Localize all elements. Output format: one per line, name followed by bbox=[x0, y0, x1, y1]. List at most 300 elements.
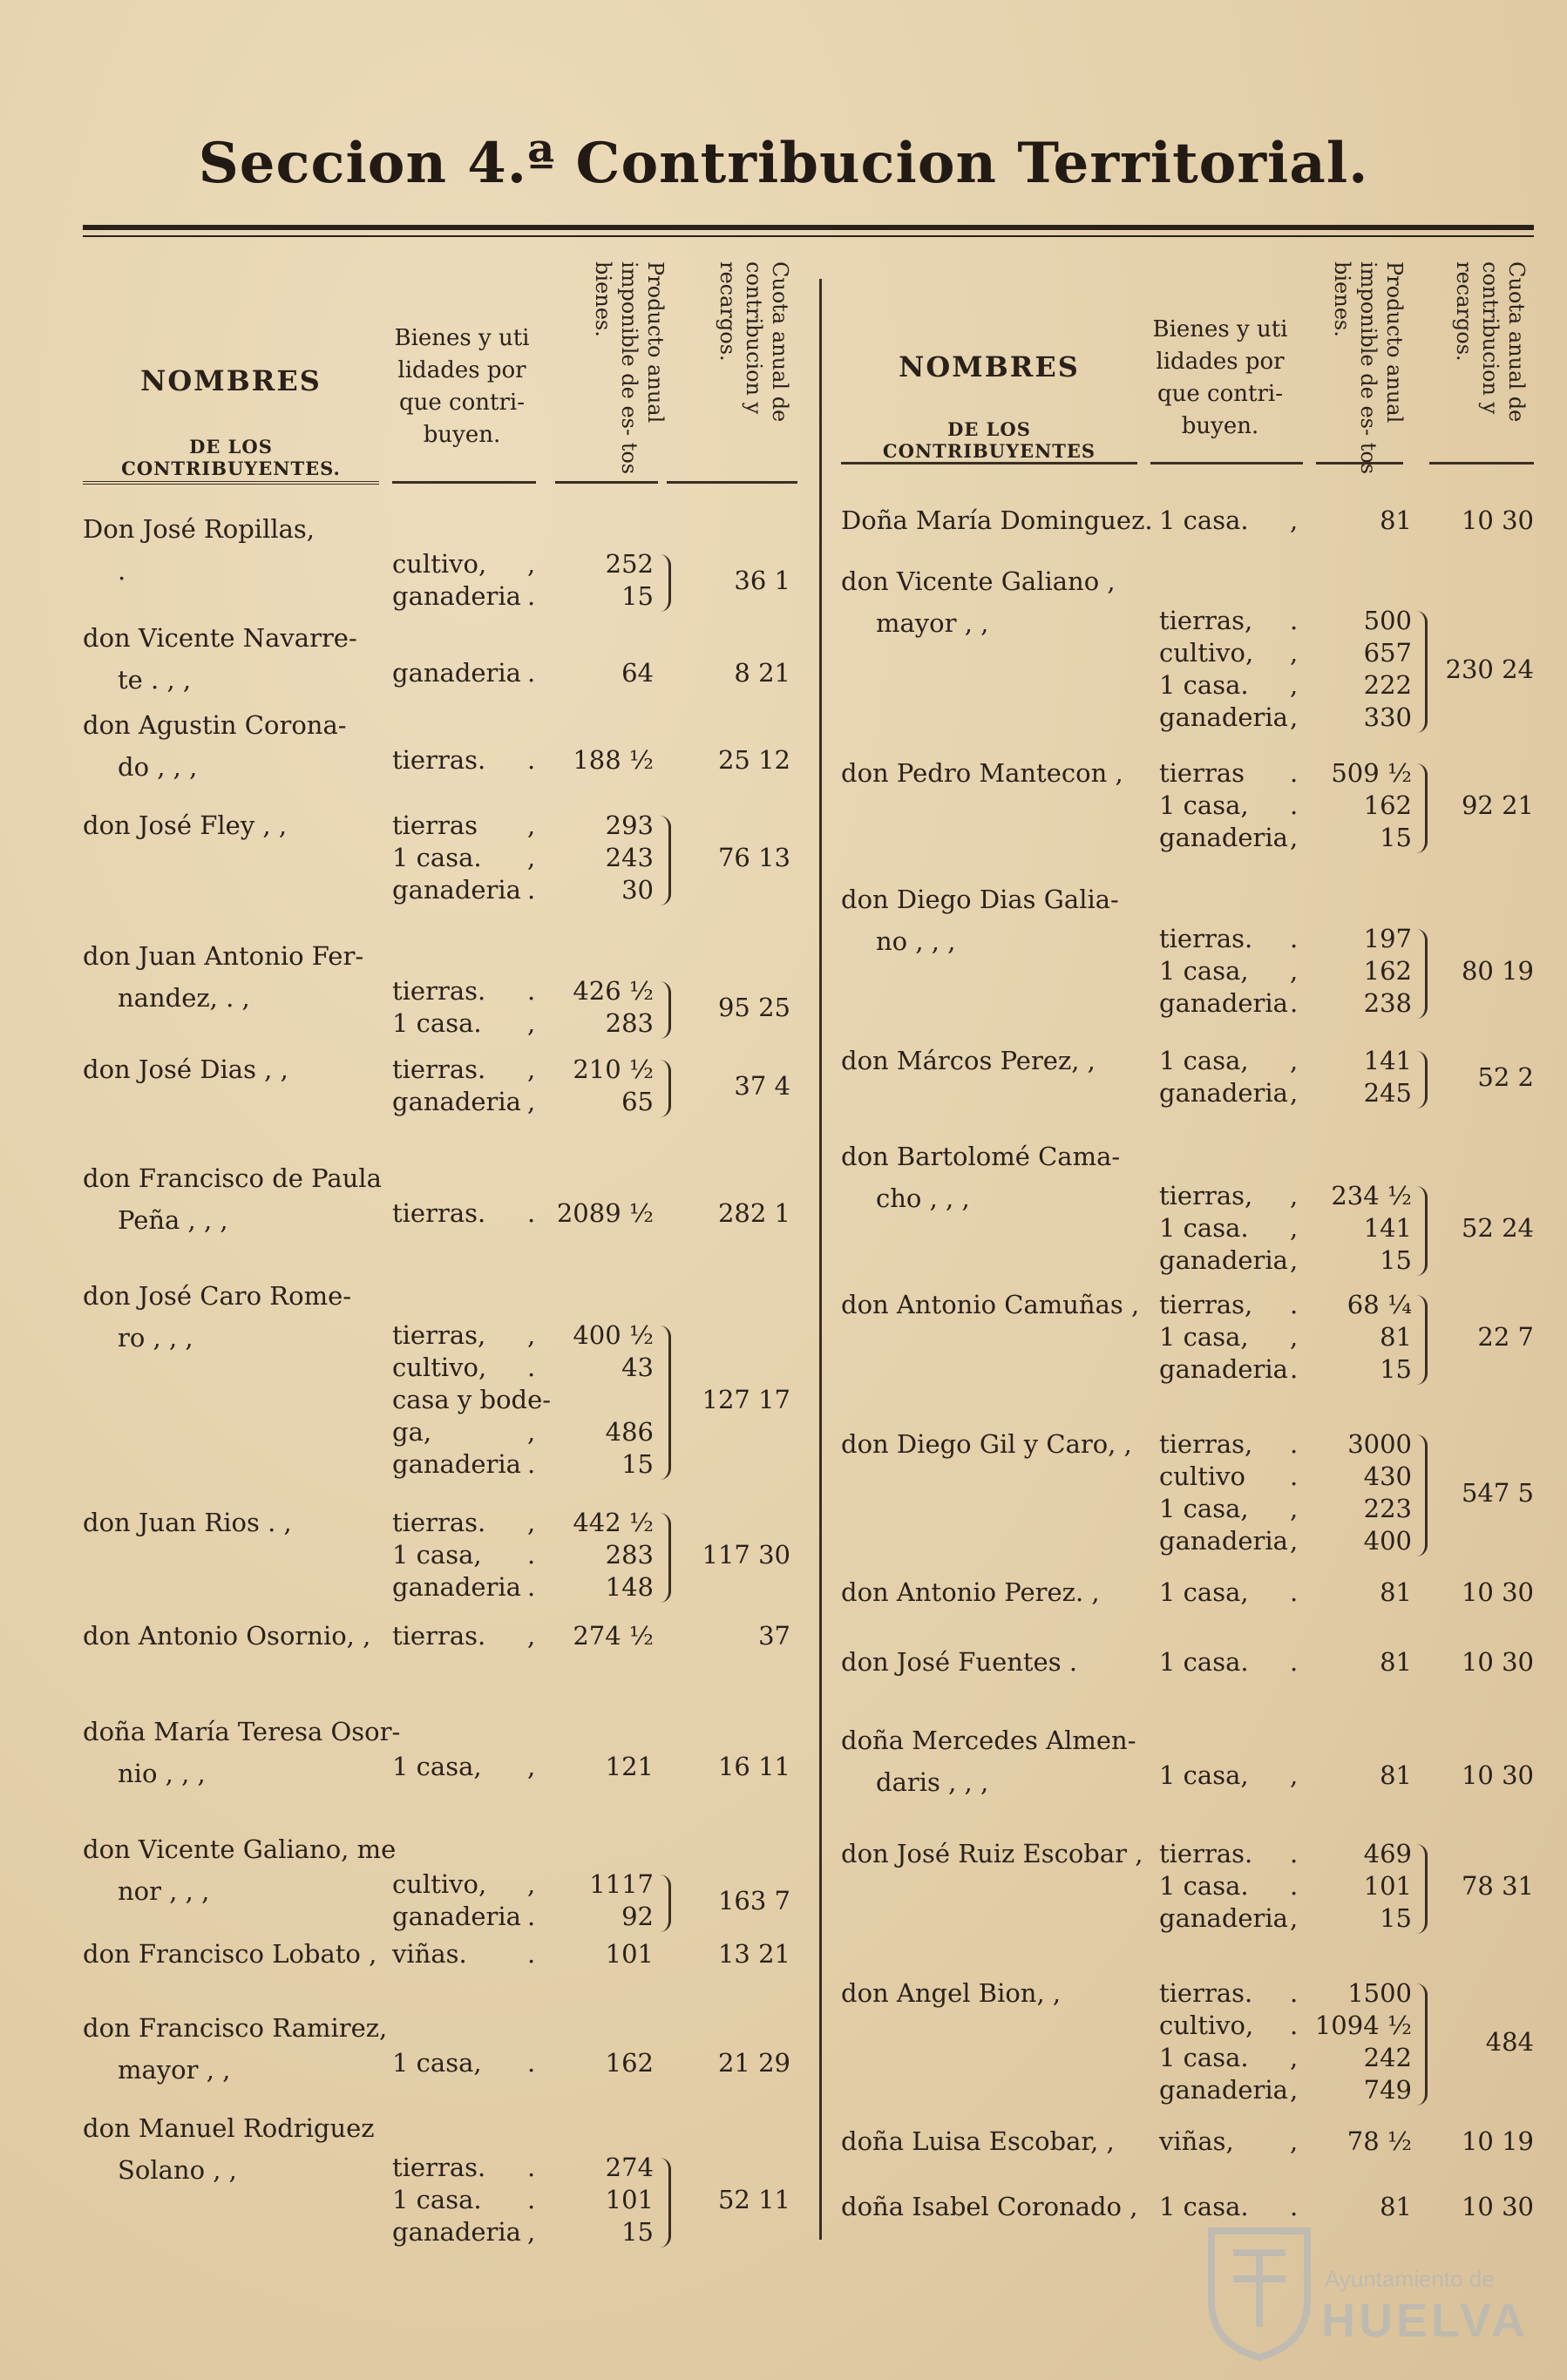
producto-value: 43 bbox=[621, 1353, 654, 1382]
producto-value: 162 bbox=[605, 2048, 654, 2078]
property-item: ganaderia bbox=[1159, 2075, 1288, 2105]
property-item: cultivo, bbox=[392, 549, 487, 579]
property-item: tierras bbox=[1159, 758, 1245, 788]
contributor-name: don Diego Gil y Caro, , bbox=[841, 1429, 1132, 1459]
producto-value: 242 bbox=[1363, 2043, 1412, 2072]
header-rule bbox=[841, 462, 1137, 464]
property-item: ganaderia bbox=[392, 658, 521, 688]
grouping-brace bbox=[660, 554, 671, 612]
producto-value: 442 ½ bbox=[573, 1508, 654, 1537]
property-item: tierras. bbox=[392, 1054, 486, 1084]
cuota-value: 10 19 bbox=[1461, 2126, 1534, 2156]
property-item: 1 casa. bbox=[392, 843, 482, 872]
item-punctuation: . bbox=[527, 745, 536, 775]
grouping-brace bbox=[1416, 763, 1428, 853]
item-punctuation: . bbox=[527, 2153, 536, 2182]
item-punctuation: , bbox=[1290, 1213, 1299, 1243]
item-punctuation: . bbox=[527, 2048, 536, 2078]
contributor-name: mayor , , bbox=[118, 2055, 231, 2085]
contributor-entry bbox=[841, 1647, 1538, 1677]
property-item: ganaderia bbox=[1159, 823, 1288, 852]
item-punctuation: , bbox=[1290, 2075, 1299, 2105]
producto-header: Producto anual imponible de es- tos bienes. bbox=[1330, 261, 1407, 475]
contributor-name: Solano , , bbox=[118, 2155, 237, 2185]
contributor-name: Peña , , , bbox=[118, 1205, 228, 1235]
header-rule bbox=[1150, 462, 1303, 464]
contributor-name: don Francisco Lobato , bbox=[83, 1939, 377, 1969]
contributor-name: nio , , , bbox=[118, 1759, 206, 1788]
item-punctuation: , bbox=[527, 1320, 536, 1350]
cuota-value: 8 21 bbox=[734, 658, 790, 688]
item-punctuation: , bbox=[527, 1417, 536, 1447]
contributor-entry bbox=[841, 1978, 1538, 2105]
item-punctuation: . bbox=[1290, 2010, 1299, 2040]
cuota-value: 78 31 bbox=[1461, 1871, 1534, 1901]
property-item: tierras, bbox=[1159, 1429, 1253, 1459]
contributor-entry bbox=[841, 1577, 1538, 1607]
property-item: 1 casa, bbox=[1159, 956, 1249, 986]
cuota-value: 52 24 bbox=[1461, 1213, 1534, 1243]
cuota-value: 127 17 bbox=[702, 1385, 790, 1414]
item-punctuation: . bbox=[1290, 1839, 1299, 1868]
bienes-header: Bienes y uti lidades por que contri- buyen. bbox=[1152, 316, 1288, 439]
producto-value: 15 bbox=[1380, 1354, 1412, 1384]
watermark-logo bbox=[1203, 2214, 1551, 2370]
property-item: tierras, bbox=[1159, 606, 1253, 635]
producto-value: 210 ½ bbox=[573, 1054, 654, 1084]
item-punctuation: . bbox=[1290, 1577, 1299, 1607]
grouping-brace bbox=[660, 2158, 671, 2248]
contributor-entry bbox=[83, 1939, 806, 1969]
contributor-name: don Manuel Rodriguez bbox=[83, 2113, 375, 2143]
contributor-name: ro , , , bbox=[118, 1323, 193, 1353]
item-punctuation: , bbox=[1290, 638, 1299, 668]
item-punctuation: . bbox=[1290, 1461, 1299, 1491]
producto-value: 101 bbox=[1363, 1871, 1412, 1901]
producto-value: 283 bbox=[605, 1008, 654, 1038]
producto-value: 509 ½ bbox=[1331, 758, 1412, 788]
header-rule bbox=[83, 481, 379, 485]
producto-value: 65 bbox=[621, 1087, 654, 1116]
contributor-entry bbox=[841, 505, 1538, 535]
producto-value: 141 bbox=[1363, 1046, 1412, 1075]
contributor-name: don José Ruiz Escobar , bbox=[841, 1839, 1143, 1868]
contributor-name: don Márcos Perez, , bbox=[841, 1046, 1096, 1075]
item-punctuation: . bbox=[1290, 606, 1299, 635]
item-punctuation: . bbox=[1290, 758, 1299, 788]
producto-value: 330 bbox=[1363, 702, 1412, 732]
producto-value: 81 bbox=[1380, 505, 1412, 535]
item-punctuation: . bbox=[1290, 1647, 1299, 1677]
producto-value: 1094 ½ bbox=[1314, 2010, 1412, 2040]
property-item: tierras. bbox=[1159, 924, 1253, 953]
property-item: ganaderia bbox=[392, 1572, 521, 1602]
contributor-entry bbox=[83, 941, 806, 1038]
producto-value: 238 bbox=[1363, 988, 1412, 1018]
item-punctuation: . bbox=[1290, 1354, 1299, 1384]
property-item: tierras. bbox=[392, 1621, 486, 1651]
property-item: ganaderia bbox=[392, 1449, 521, 1479]
contributor-entry bbox=[83, 1834, 806, 1931]
producto-value: 15 bbox=[621, 581, 654, 611]
cuota-header: Cuota anual de contribucion y recargos. bbox=[1452, 261, 1529, 423]
producto-value: 197 bbox=[1363, 924, 1412, 953]
producto-value: 222 bbox=[1363, 670, 1412, 700]
item-punctuation: , bbox=[1290, 670, 1299, 700]
contributor-entry bbox=[83, 1054, 806, 1116]
contributor-name: don José Fley , , bbox=[83, 810, 288, 840]
contributor-name: don Vicente Galiano , bbox=[841, 566, 1116, 596]
contributor-name: don Antonio Camuñas , bbox=[841, 1290, 1140, 1319]
producto-value: 81 bbox=[1380, 1760, 1412, 1790]
producto-value: 400 ½ bbox=[573, 1320, 654, 1350]
contributor-entry bbox=[841, 566, 1538, 732]
grouping-brace bbox=[660, 981, 671, 1039]
cuota-value: 76 13 bbox=[717, 843, 790, 872]
property-item: 1 casa. bbox=[1159, 1871, 1249, 1901]
item-punctuation: . bbox=[527, 1449, 536, 1479]
cuota-value: 10 30 bbox=[1461, 1647, 1534, 1677]
names-header-subtitle: DE LOS CONTRIBUYENTES. bbox=[121, 436, 341, 479]
item-punctuation: . bbox=[1290, 1429, 1299, 1459]
cuota-value: 52 2 bbox=[1477, 1061, 1534, 1092]
contributor-name: don Diego Dias Galia- bbox=[841, 885, 1119, 914]
contributor-name: don Antonio Osornio, , bbox=[83, 1621, 371, 1651]
item-punctuation: . bbox=[527, 1939, 536, 1969]
item-punctuation: . bbox=[1290, 2192, 1299, 2221]
item-punctuation: , bbox=[527, 1054, 536, 1084]
property-item: ganaderia bbox=[1159, 1078, 1288, 1108]
item-punctuation: . bbox=[527, 875, 536, 905]
right-column bbox=[841, 253, 1538, 2257]
producto-value: 15 bbox=[1380, 1903, 1412, 1933]
cuota-value: 95 25 bbox=[717, 992, 790, 1022]
property-item: 1 casa, bbox=[1159, 1577, 1249, 1607]
item-punctuation: . bbox=[527, 976, 536, 1006]
contributor-name: cho , , , bbox=[876, 1183, 970, 1213]
cuota-value: 230 24 bbox=[1445, 654, 1534, 684]
contributor-entry bbox=[83, 710, 806, 782]
contributor-entry bbox=[841, 1429, 1538, 1556]
item-punctuation: , bbox=[1290, 1078, 1299, 1108]
item-punctuation: , bbox=[527, 1869, 536, 1899]
property-item: cultivo, bbox=[1159, 638, 1254, 668]
producto-value: 234 ½ bbox=[1331, 1181, 1412, 1210]
property-item: tierras, bbox=[1159, 1290, 1253, 1319]
property-item: cultivo, bbox=[392, 1869, 487, 1899]
item-punctuation: , bbox=[1290, 1181, 1299, 1210]
property-item: 1 casa. bbox=[1159, 2192, 1249, 2221]
item-punctuation: . bbox=[527, 1198, 536, 1228]
producto-value: 749 bbox=[1363, 2075, 1412, 2105]
contributor-entry bbox=[83, 1717, 806, 1788]
cuota-value: 92 21 bbox=[1461, 790, 1534, 820]
producto-value: 274 ½ bbox=[573, 1621, 654, 1651]
property-item: cultivo, bbox=[1159, 2010, 1254, 2040]
property-item: tierras. bbox=[392, 2153, 486, 2182]
grouping-brace bbox=[660, 1326, 671, 1480]
item-punctuation: . bbox=[1290, 1978, 1299, 2008]
property-item: ganaderia bbox=[1159, 1245, 1288, 1275]
producto-value: 243 bbox=[605, 843, 654, 872]
producto-value: 162 bbox=[1363, 956, 1412, 986]
names-header-title: NOMBRES bbox=[140, 364, 322, 397]
contributor-name: don Angel Bion, , bbox=[841, 1978, 1062, 2008]
cuota-value: 163 7 bbox=[717, 1885, 790, 1916]
cuota-value: 37 bbox=[758, 1621, 790, 1651]
names-header-title: NOMBRES bbox=[899, 350, 1080, 383]
cuota-value: 117 30 bbox=[702, 1540, 790, 1570]
producto-value: 15 bbox=[621, 1449, 654, 1479]
item-punctuation: . bbox=[527, 2185, 536, 2214]
property-item: viñas, bbox=[1159, 2126, 1234, 2156]
producto-value: 121 bbox=[605, 1752, 654, 1781]
producto-value: 430 bbox=[1363, 1461, 1412, 1491]
property-item: tierras. bbox=[392, 745, 486, 775]
names-header-subtitle: DE LOS CONTRIBUYENTES bbox=[882, 418, 1096, 462]
contributor-name: . bbox=[118, 556, 126, 586]
producto-value: 1117 bbox=[589, 1869, 654, 1899]
contributor-name: don Bartolomé Cama- bbox=[841, 1142, 1121, 1171]
contributor-name: don Francisco Ramirez, bbox=[83, 2013, 388, 2043]
item-punctuation: . bbox=[527, 1572, 536, 1602]
producto-value: 283 bbox=[605, 1540, 654, 1570]
contributor-name: don Antonio Perez. , bbox=[841, 1577, 1100, 1607]
producto-value: 81 bbox=[1380, 2192, 1412, 2221]
contributor-entry bbox=[841, 885, 1538, 1018]
producto-value: 223 bbox=[1363, 1494, 1412, 1523]
item-punctuation: , bbox=[1290, 1046, 1299, 1075]
names-header bbox=[83, 253, 379, 479]
property-item: 1 casa, bbox=[1159, 1760, 1249, 1790]
property-item: cultivo, bbox=[392, 1353, 487, 1382]
contributor-entry bbox=[83, 1163, 806, 1235]
left-column bbox=[83, 253, 806, 2257]
property-item: tierras, bbox=[1159, 1181, 1253, 1210]
grouping-brace bbox=[1416, 1434, 1428, 1556]
item-punctuation: . bbox=[527, 1902, 536, 1931]
cuota-value: 10 30 bbox=[1461, 1577, 1534, 1607]
property-item: ganaderia bbox=[392, 581, 521, 611]
item-punctuation: . bbox=[1290, 1871, 1299, 1901]
cuota-value: 25 12 bbox=[717, 745, 790, 775]
producto-value: 293 bbox=[605, 810, 654, 840]
contributor-name: don José Caro Rome- bbox=[83, 1281, 352, 1311]
cuota-value: 10 30 bbox=[1461, 2192, 1534, 2221]
contributor-name: doña Mercedes Almen- bbox=[841, 1726, 1136, 1755]
contributor-entry bbox=[841, 1046, 1538, 1108]
producto-value: 81 bbox=[1380, 1577, 1412, 1607]
header-rule bbox=[667, 481, 797, 484]
grouping-brace bbox=[1416, 611, 1428, 733]
property-item: ganaderia bbox=[1159, 1526, 1288, 1556]
crest-icon bbox=[1203, 2214, 1316, 2362]
producto-value: 2089 ½ bbox=[556, 1198, 654, 1228]
item-punctuation: . bbox=[1290, 790, 1299, 820]
contributor-name: doña Luisa Escobar, , bbox=[841, 2126, 1115, 2156]
contributor-name: nandez, . , bbox=[118, 983, 250, 1013]
cuota-value: 37 4 bbox=[734, 1070, 790, 1101]
producto-value: 1500 bbox=[1347, 1978, 1412, 2008]
grouping-brace bbox=[660, 1513, 671, 1603]
contributor-name: don José Fuentes . bbox=[841, 1647, 1078, 1677]
contributor-name: daris , , , bbox=[876, 1767, 989, 1797]
cuota-value: 547 5 bbox=[1461, 1477, 1534, 1508]
contributor-name: te . , , bbox=[118, 665, 192, 695]
producto-value: 245 bbox=[1363, 1078, 1412, 1108]
property-item: tierras bbox=[392, 810, 478, 840]
item-punctuation: , bbox=[1290, 1760, 1299, 1790]
item-punctuation: . bbox=[527, 1353, 536, 1382]
cuota-value: 10 30 bbox=[1461, 1760, 1534, 1790]
item-punctuation: , bbox=[527, 2217, 536, 2247]
property-item: tierras. bbox=[1159, 1978, 1253, 2008]
producto-header: Producto anual imponible de es- tos bienes. bbox=[591, 261, 668, 475]
producto-value: 64 bbox=[621, 658, 654, 688]
property-item: ga, bbox=[392, 1417, 432, 1447]
contributor-entry bbox=[83, 514, 806, 611]
producto-value: 15 bbox=[1380, 823, 1412, 852]
watermark-line-1: Ayuntamiento de bbox=[1325, 2266, 1495, 2292]
property-item: casa y bode- bbox=[392, 1385, 552, 1414]
property-item: 1 casa. bbox=[1159, 505, 1249, 535]
cuota-value: 10 30 bbox=[1461, 505, 1534, 535]
item-punctuation: , bbox=[527, 1008, 536, 1038]
producto-value: 657 bbox=[1363, 638, 1412, 668]
item-punctuation: , bbox=[1290, 702, 1299, 732]
grouping-brace bbox=[1416, 1983, 1428, 2105]
grouping-brace bbox=[1416, 929, 1428, 1019]
producto-value: 3000 bbox=[1347, 1429, 1412, 1459]
contributor-entry bbox=[841, 1839, 1538, 1933]
cuota-value: 16 11 bbox=[717, 1752, 790, 1781]
contributor-name: don José Dias , , bbox=[83, 1054, 288, 1084]
producto-value: 486 bbox=[605, 1417, 654, 1447]
contributor-entry bbox=[83, 2013, 806, 2085]
property-item: 1 casa. bbox=[1159, 1647, 1249, 1677]
bienes-header: Bienes y uti lidades por que contri- buyen. bbox=[394, 325, 530, 448]
cuota-value: 80 19 bbox=[1461, 956, 1534, 986]
item-punctuation: , bbox=[527, 810, 536, 840]
producto-value: 274 bbox=[605, 2153, 654, 2182]
contributor-entry bbox=[83, 2113, 806, 2247]
property-item: ganaderia bbox=[392, 2217, 521, 2247]
producto-value: 400 bbox=[1363, 1526, 1412, 1556]
contributor-name: do , , , bbox=[118, 752, 198, 782]
property-item: 1 casa, bbox=[1159, 1322, 1249, 1352]
cuota-value: 22 7 bbox=[1477, 1322, 1534, 1352]
property-item: tierras. bbox=[1159, 1839, 1253, 1868]
cuota-value: 484 bbox=[1485, 2026, 1534, 2057]
contributor-entry bbox=[841, 1726, 1538, 1797]
property-item: tierras. bbox=[392, 976, 486, 1006]
contributor-name: don Francisco de Paula bbox=[83, 1163, 382, 1193]
grouping-brace bbox=[1416, 1051, 1428, 1109]
grouping-brace bbox=[1416, 1186, 1428, 1276]
title-rule-thick bbox=[83, 225, 1534, 230]
item-punctuation: . bbox=[527, 581, 536, 611]
contributor-name: Don José Ropillas, bbox=[83, 514, 315, 544]
item-punctuation: , bbox=[1290, 823, 1299, 852]
item-punctuation: , bbox=[527, 549, 536, 579]
item-punctuation: , bbox=[1290, 1526, 1299, 1556]
contributor-name: don Agustin Corona- bbox=[83, 710, 347, 740]
property-item: 1 casa, bbox=[392, 1752, 482, 1781]
item-punctuation: , bbox=[1290, 2126, 1299, 2156]
producto-value: 101 bbox=[605, 2185, 654, 2214]
contributor-name: don Vicente Galiano, me bbox=[83, 1834, 397, 1864]
grouping-brace bbox=[1416, 1295, 1428, 1385]
property-item: ganaderia bbox=[392, 1902, 521, 1931]
producto-value: 68 ¼ bbox=[1347, 1290, 1412, 1319]
item-punctuation: , bbox=[527, 1508, 536, 1537]
grouping-brace bbox=[1416, 1844, 1428, 1934]
property-item: ganaderia bbox=[1159, 1903, 1288, 1933]
producto-value: 92 bbox=[621, 1902, 654, 1931]
property-item: cultivo bbox=[1159, 1461, 1245, 1491]
producto-value: 101 bbox=[605, 1939, 654, 1969]
producto-value: 162 bbox=[1363, 790, 1412, 820]
property-item: viñas. bbox=[392, 1939, 467, 1969]
property-item: 1 casa. bbox=[392, 2185, 482, 2214]
contributor-name: no , , , bbox=[876, 926, 956, 956]
producto-value: 500 bbox=[1363, 606, 1412, 635]
producto-value: 252 bbox=[605, 549, 654, 579]
grouping-brace bbox=[660, 1060, 671, 1117]
names-header bbox=[841, 253, 1137, 479]
cuota-value: 36 1 bbox=[734, 565, 790, 595]
contributor-entry bbox=[841, 2192, 1538, 2221]
item-punctuation: , bbox=[527, 1752, 536, 1781]
item-punctuation: , bbox=[527, 1087, 536, 1116]
item-punctuation: . bbox=[527, 658, 536, 688]
item-punctuation: . bbox=[1290, 988, 1299, 1018]
contributor-entry bbox=[841, 758, 1538, 852]
property-item: 1 casa. bbox=[1159, 1213, 1249, 1243]
producto-value: 15 bbox=[621, 2217, 654, 2247]
header-rule bbox=[1429, 462, 1534, 464]
cuota-value: 282 1 bbox=[717, 1198, 790, 1228]
contributor-name: mayor , , bbox=[876, 608, 989, 638]
property-item: tierras. bbox=[392, 1198, 486, 1228]
contributor-name: don Pedro Mantecon , bbox=[841, 758, 1123, 788]
contributor-entry bbox=[83, 810, 806, 905]
contributor-entry bbox=[83, 1281, 806, 1479]
item-punctuation: . bbox=[1290, 924, 1299, 953]
contributor-name: don Juan Antonio Fer- bbox=[83, 941, 364, 971]
cuota-value: 21 29 bbox=[717, 2048, 790, 2078]
grouping-brace bbox=[660, 816, 671, 905]
contributor-entry bbox=[841, 1290, 1538, 1384]
title-rule-thin bbox=[83, 235, 1534, 237]
property-item: 1 casa. bbox=[392, 1008, 482, 1038]
producto-value: 81 bbox=[1380, 1322, 1412, 1352]
cuota-value: 52 11 bbox=[717, 2185, 790, 2214]
item-punctuation: , bbox=[1290, 505, 1299, 535]
item-punctuation: . bbox=[527, 1540, 536, 1570]
item-punctuation: , bbox=[1290, 2043, 1299, 2072]
item-punctuation: , bbox=[1290, 1245, 1299, 1275]
property-item: tierras. bbox=[392, 1508, 486, 1537]
header-rule bbox=[392, 481, 536, 484]
contributor-name: don Juan Rios . , bbox=[83, 1508, 292, 1537]
contributor-name: doña María Teresa Osor- bbox=[83, 1717, 401, 1746]
producto-value: 188 ½ bbox=[573, 745, 654, 775]
property-item: ganaderia bbox=[1159, 1354, 1288, 1384]
property-item: ganaderia bbox=[1159, 702, 1288, 732]
contributor-entry bbox=[841, 2126, 1538, 2156]
property-item: 1 casa, bbox=[392, 1540, 482, 1570]
